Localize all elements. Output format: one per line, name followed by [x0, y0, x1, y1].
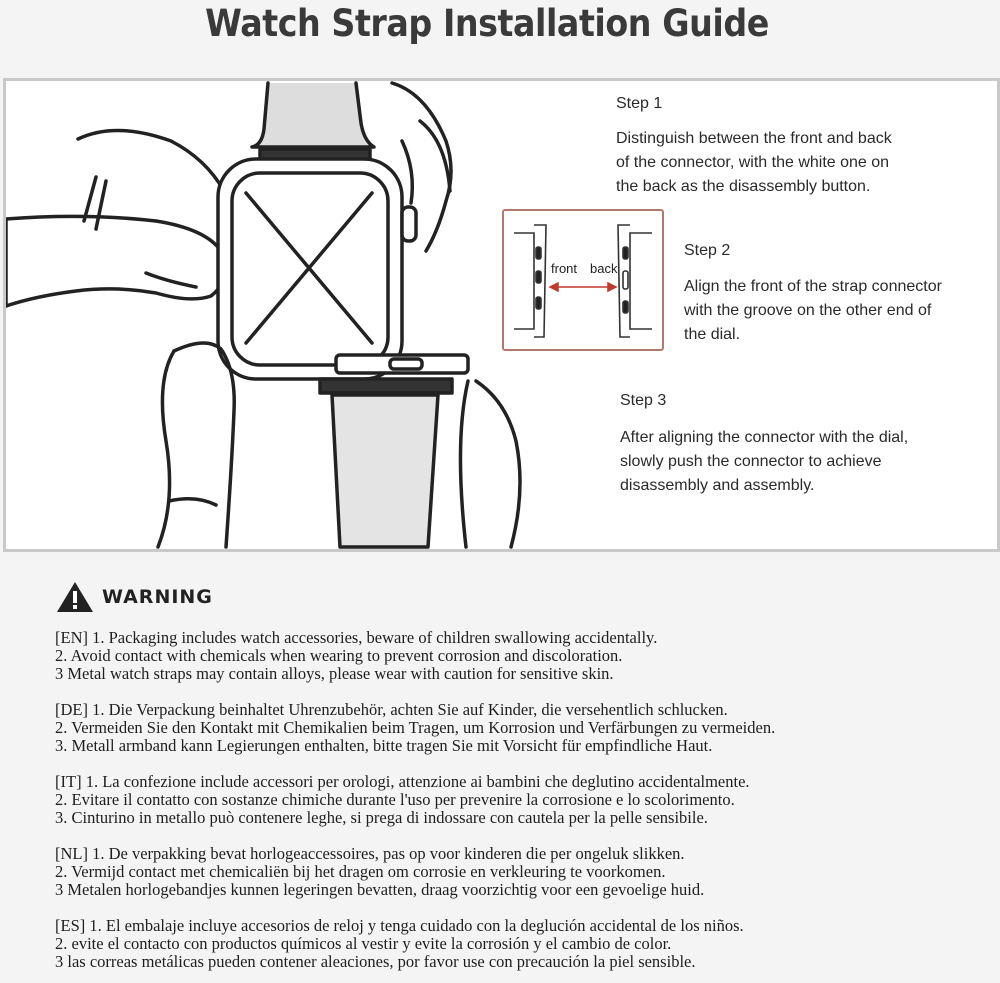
warning-line: 3. Metall armband kann Legierungen enthalten, bitte tragen Sie mit Vorsicht für empfindliche Haut.	[55, 736, 713, 755]
warning-heading	[56, 580, 213, 614]
warning-line: 2. evite el contacto con productos químicos al vestir y evite la corrosión y el cambio de color.	[55, 934, 672, 953]
step-3-title: Step 3	[620, 392, 667, 409]
step-3-description	[620, 426, 908, 498]
installation-panel	[3, 78, 1000, 552]
warning-line: 3. Cinturino in metallo può contenere leghe, si prega di indossare con cautela per la pelle sensibile.	[55, 808, 708, 827]
step-2-title: Step 2	[684, 242, 731, 259]
warning-section-en	[55, 629, 657, 683]
page-title: Watch Strap Installation Guide	[205, 2, 769, 45]
step-3-line: slowly push the connector to achieve	[620, 453, 882, 470]
connector-diagram	[502, 209, 664, 351]
warning-line: 2. Vermijd contact met chemicaliën bij het dragen om corrosie en verkleuring te voorkomen.	[55, 862, 666, 881]
watch-hands-illustration	[6, 81, 546, 549]
warning-line: 3 Metalen horlogebandjes kunnen legeringen bevatten, draag voorzichtig voor een gevoelige huid.	[55, 880, 705, 899]
step-1-line: the back as the disassembly button.	[616, 178, 871, 195]
warning-line: 2. Evitare il contatto con sostanze chimiche durante l'uso per prevenire la corrosione e lo scolorimento.	[55, 790, 735, 809]
connector-drawing	[504, 211, 662, 349]
warning-line: [EN] 1. Packaging includes watch accessories, beware of children swallowing accidentally.	[55, 628, 658, 647]
warning-line: 2. Vermeiden Sie den Kontakt mit Chemikalien beim Tragen, um Korrosion und Verfärbungen zu vermeiden.	[55, 718, 776, 737]
warning-section-de	[55, 701, 775, 755]
warning-section-nl	[55, 845, 704, 899]
warning-section-it	[55, 773, 750, 827]
step-3-line: disassembly and assembly.	[620, 477, 815, 494]
step-2-line: Align the front of the strap connector	[684, 278, 942, 295]
warning-line: 3 Metal watch straps may contain alloys, please wear with caution for sensitive skin.	[55, 664, 614, 683]
step-1-line: of the connector, with the white one on	[616, 154, 890, 171]
warning-triangle-icon	[56, 581, 94, 613]
warning-line: 3 las correas metálicas pueden contener aleaciones, por favor use con precaución la piel sensible.	[55, 952, 696, 971]
warning-line: [NL] 1. De verpakking bevat horlogeaccessoires, pas op voor kinderen die per ongeluk slikken.	[55, 844, 685, 863]
warning-line: [DE] 1. Die Verpackung beinhaltet Uhrenzubehör, achten Sie auf Kinder, die versehentlich schlucken.	[55, 700, 728, 719]
step-1-title: Step 1	[616, 95, 663, 112]
warning-line: [ES] 1. El embalaje incluye accesorios de reloj y tenga cuidado con la deglución accidental de los niños.	[55, 916, 744, 935]
step-2-line: the dial.	[684, 326, 741, 343]
step-2-line: with the groove on the other end of	[684, 302, 932, 319]
front-label: front	[551, 261, 578, 276]
warning-section-es	[55, 917, 744, 971]
warning-line: [IT] 1. La confezione include accessori per orologi, attenzione ai bambini che deglutino accidentalmente.	[55, 772, 750, 791]
step-1-description	[616, 127, 892, 199]
back-label: back	[590, 261, 618, 276]
warning-label: WARNING	[102, 586, 213, 608]
step-1-line: Distinguish between the front and back	[616, 130, 892, 147]
step-3-line: After aligning the connector with the dial,	[620, 429, 909, 446]
step-2-description	[684, 275, 942, 347]
warning-line: 2. Avoid contact with chemicals when wearing to prevent corrosion and discoloration.	[55, 646, 623, 665]
